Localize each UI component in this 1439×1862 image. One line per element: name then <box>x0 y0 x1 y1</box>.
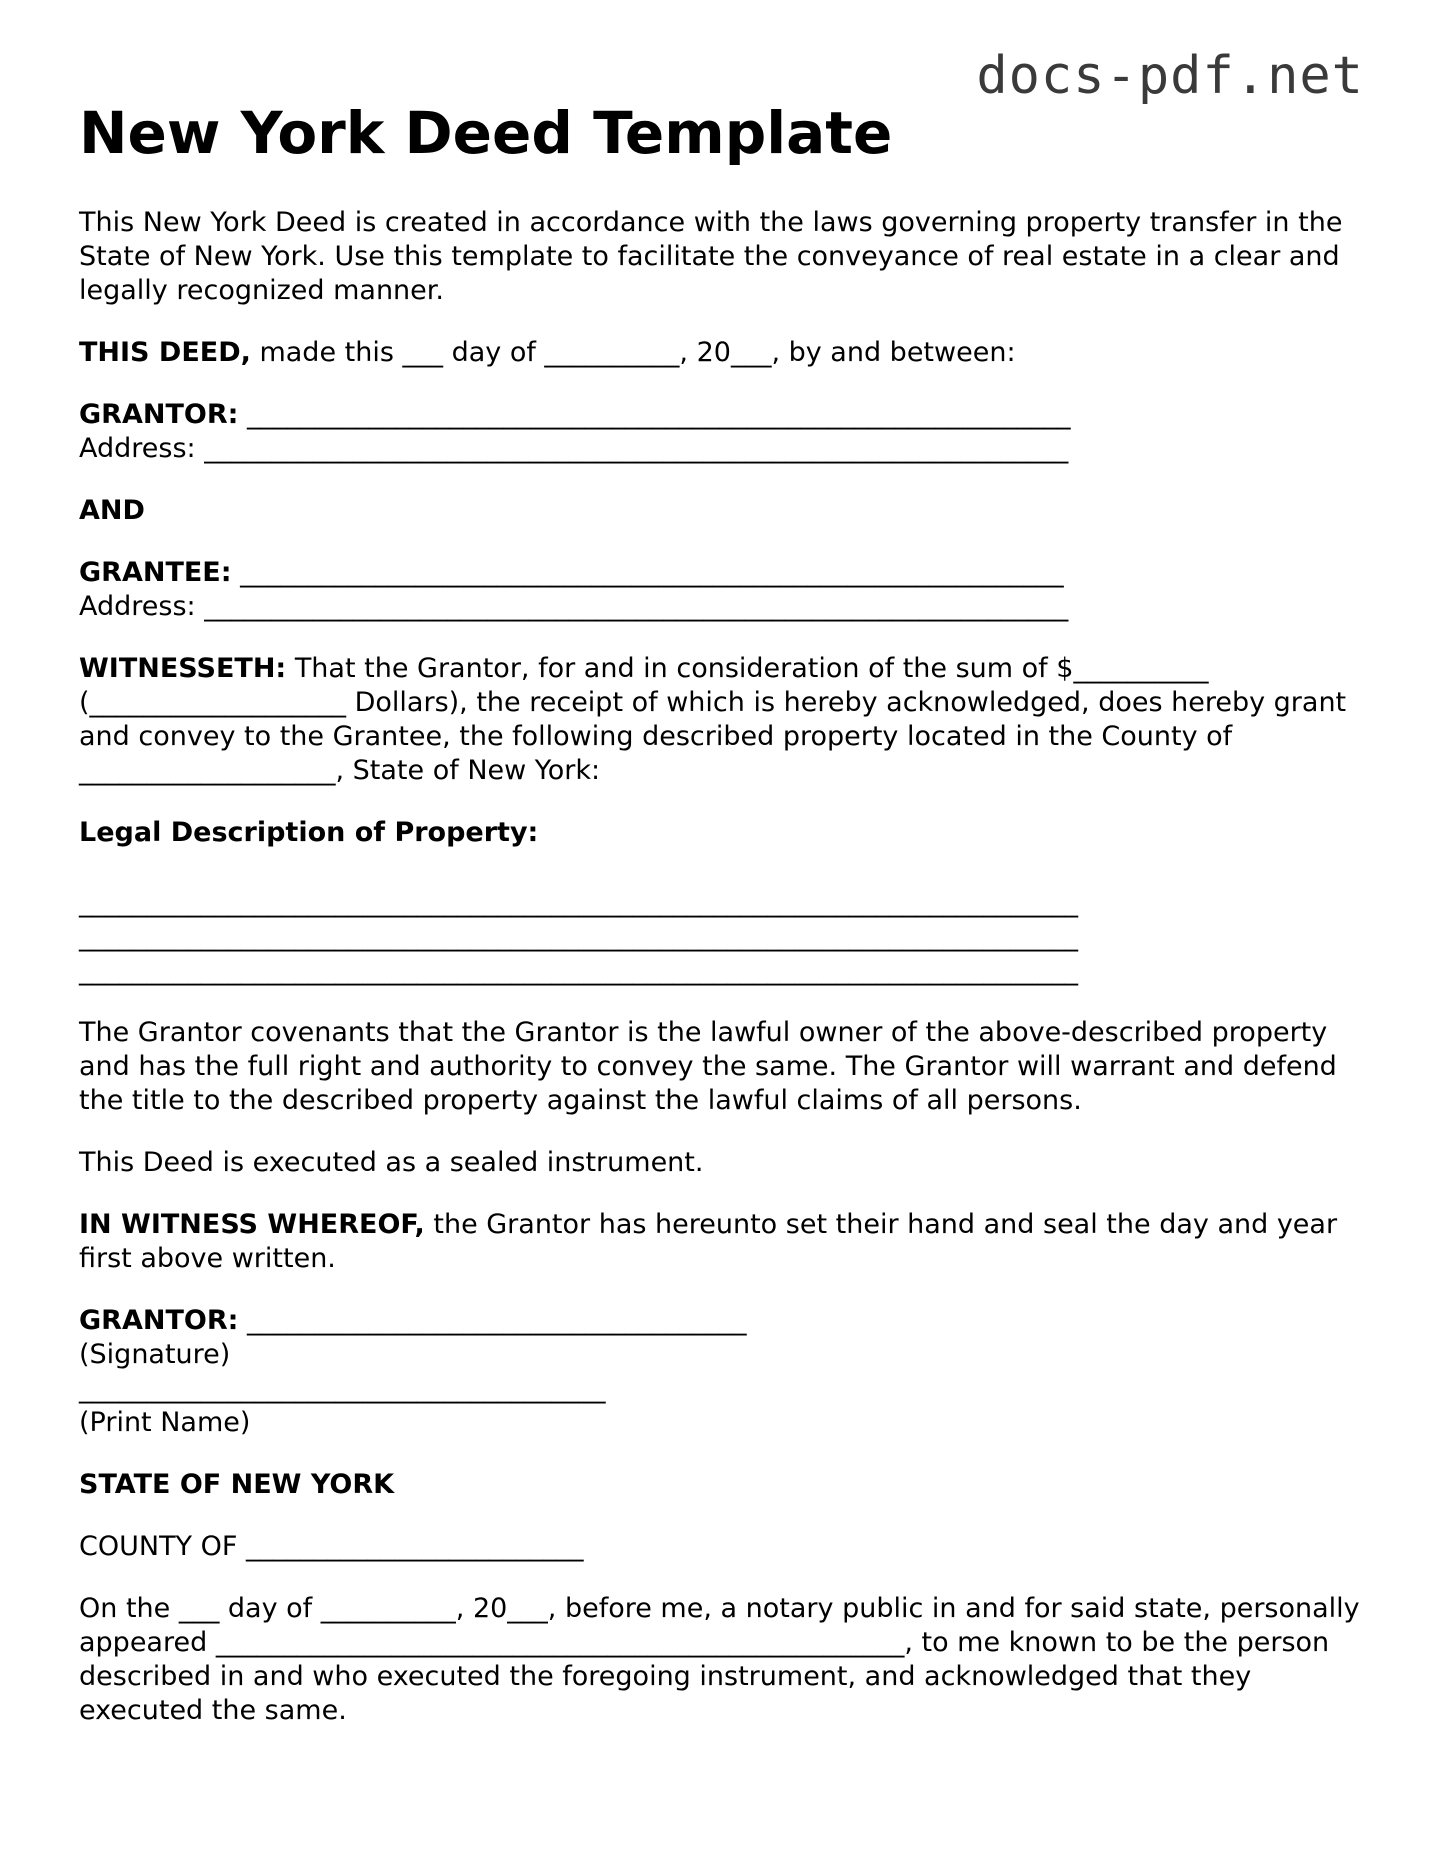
deed-label: THIS DEED, <box>79 337 251 368</box>
legal-description-title: Legal Description of Property: <box>79 817 539 848</box>
and-label: AND <box>79 495 145 526</box>
legal-description-lines <box>79 886 1369 988</box>
grantor-blank: _____________________________________________________________ <box>238 399 1071 430</box>
grantor-label: GRANTOR: <box>79 399 239 430</box>
state-heading: STATE OF NEW YORK <box>79 1469 395 1500</box>
signature-section <box>79 1304 1369 1440</box>
grantee-address-line: Address: ________________________________________________________________ <box>79 591 1069 622</box>
deed-date-text: made this ___ day of __________, 20___, by and between: <box>250 337 1016 368</box>
print-name-caption: (Print Name) <box>79 1407 251 1438</box>
legal-description-line: __________________________________________________________________________ <box>79 887 1078 918</box>
grantee-section <box>79 556 1369 624</box>
witnesseth-text: That the Grantor, for and in consideration of the sum of $__________ (___________________ Dollars), the receipt of which is hereby acknowledged, does hereby grant and convey to the Grantee, the following described property located in the County of ___________________, State of New York: <box>79 653 1347 786</box>
intro-paragraph: This New York Deed is created in accordance with the laws governing property transfer in the State of New York. Use this template to facilitate the conveyance of real estate in a clear and legally recognized manner. <box>79 207 1343 306</box>
in-witness-paragraph <box>79 1208 1369 1276</box>
grantee-name-line <box>79 556 1369 590</box>
grantor-name-line <box>79 398 1369 432</box>
legal-description-line: __________________________________________________________________________ <box>79 955 1078 986</box>
signature-grantor-label: GRANTOR: <box>79 1305 239 1336</box>
site-watermark: docs-pdf.net <box>976 46 1364 106</box>
county-line: COUNTY OF _________________________ <box>79 1531 584 1562</box>
legal-description-line: __________________________________________________________________________ <box>79 921 1078 952</box>
grantor-section <box>79 398 1369 466</box>
signature-caption: (Signature) <box>79 1339 231 1370</box>
deed-date-line <box>79 336 1369 370</box>
page-title: New York Deed Template <box>79 99 893 167</box>
in-witness-text: the Grantor has hereunto set their hand and seal the day and year first above written. <box>79 1209 1338 1274</box>
covenant-paragraph: The Grantor covenants that the Grantor is the lawful owner of the above-described property and has the full right and authority to convey the same. The Grantor will warrant and defend the title to the described property against the lawful claims of all persons. <box>79 1017 1337 1116</box>
grantor-address-line: Address: ________________________________________________________________ <box>79 433 1069 464</box>
deed-document <box>79 98 1369 1756</box>
grantee-label: GRANTEE: <box>79 557 232 588</box>
witnesseth-paragraph <box>79 652 1369 788</box>
grantor-signature-line <box>79 1304 1369 1338</box>
print-name-line: _______________________________________ <box>79 1373 606 1404</box>
witnesseth-label: WITNESSETH: <box>79 653 287 684</box>
signature-blank: _____________________________________ <box>238 1305 747 1336</box>
grantee-blank: _____________________________________________________________ <box>231 557 1064 588</box>
sealed-instrument-paragraph: This Deed is executed as a sealed instrument. <box>79 1147 704 1178</box>
notary-paragraph: On the ___ day of __________, 20___, before me, a notary public in and for said state, personally appeared ___________________________________________________, to me known to be the person described in and who executed the foregoing instrument, and acknowledged that they executed the same. <box>79 1593 1360 1726</box>
in-witness-label: IN WITNESS WHEREOF, <box>79 1209 425 1240</box>
